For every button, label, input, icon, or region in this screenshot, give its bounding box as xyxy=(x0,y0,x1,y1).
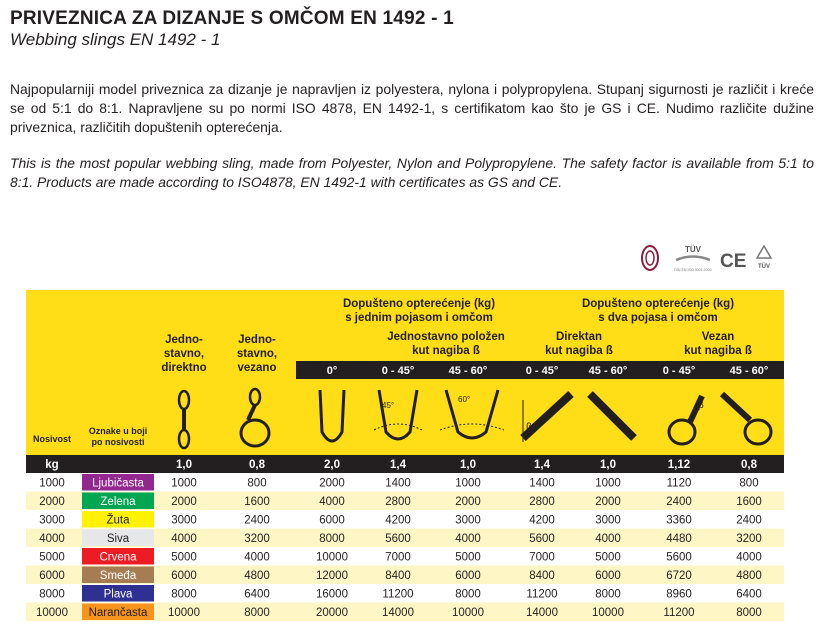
capacity-cell: 2000 xyxy=(39,496,65,508)
factor-cell: 1,4 xyxy=(390,459,406,471)
capacity-cell: 4000 xyxy=(39,533,65,545)
load-cell: 8000 xyxy=(595,588,621,601)
load-cell: 6000 xyxy=(455,570,481,582)
tuv-triangle-label: TÜV xyxy=(758,264,770,270)
beta-label: β xyxy=(698,400,704,411)
tuv-badge-icon xyxy=(674,245,711,272)
gs-seal-icon xyxy=(642,246,658,270)
angle-45-label: 45° xyxy=(382,401,395,410)
capacity-cell: 3000 xyxy=(39,514,65,527)
load-cell: 800 xyxy=(247,477,267,490)
tuv-triangle-icon xyxy=(757,246,771,270)
load-cell: 2000 xyxy=(319,477,345,490)
load-cell: 2400 xyxy=(244,514,270,527)
load-cell: 4000 xyxy=(171,533,197,545)
load-cell: 6400 xyxy=(244,588,270,601)
factor-cell: 0,8 xyxy=(249,459,265,471)
certification-logos xyxy=(640,242,780,274)
load-cell: 4000 xyxy=(595,533,621,545)
table-row xyxy=(26,547,784,566)
capacity-cell: 1000 xyxy=(39,477,65,490)
load-cell: 4200 xyxy=(385,514,411,527)
load-cell: 1000 xyxy=(595,477,621,490)
angle-label: 45 - 60° xyxy=(729,365,769,377)
load-cell: 5600 xyxy=(529,533,555,545)
page-subtitle: Webbing slings EN 1492 - 1 xyxy=(10,30,221,49)
load-cell: 5000 xyxy=(171,551,197,564)
load-cell: 2000 xyxy=(595,496,621,508)
load-cell: 5000 xyxy=(455,551,481,564)
load-cell: 4480 xyxy=(666,533,692,545)
load-cell: 8960 xyxy=(666,588,692,601)
color-name-cell: Smeđa xyxy=(99,570,137,582)
factor-cell: 1,0 xyxy=(176,459,192,471)
sub-direct-line1: Direktan xyxy=(555,331,603,343)
load-cell: 10000 xyxy=(168,607,200,619)
factor-cell: 1,12 xyxy=(667,459,691,471)
ce-mark-icon: CE xyxy=(720,251,747,272)
factor-cell: 1,0 xyxy=(460,459,476,471)
color-name-cell: Narančasta xyxy=(88,607,148,619)
load-cell: 4800 xyxy=(244,570,270,582)
description-croatian: Najpopularniji model priveznica za dizanje je napravljen iz polyestera, nylona i polypropylena. Stupanj sigurnosti je različit i kreće se od 5:1 do 8:1. Napravljene su po normi ISO 4878, EN 1492-1, s certifikatom kao što je GS i CE. Nudimo različite dužine priveznica, različitih dopuštenih opterećenja. xyxy=(10,81,814,135)
col-color-header-line2: po nosivosti xyxy=(91,437,145,447)
load-cell: 1000 xyxy=(171,477,197,490)
load-cell: 6400 xyxy=(736,588,762,601)
table-row xyxy=(26,529,784,548)
capacity-cell: 6000 xyxy=(39,570,65,582)
load-cell: 6000 xyxy=(595,570,621,582)
load-cell: 3360 xyxy=(666,514,692,527)
angle-label: 0 - 45° xyxy=(662,365,696,377)
capacity-cell: 10000 xyxy=(36,607,68,619)
load-cell: 8400 xyxy=(385,570,411,582)
load-cell: 12000 xyxy=(316,570,348,582)
factor-cell: 2,0 xyxy=(324,459,340,471)
table-row xyxy=(26,510,784,529)
beta-label: β xyxy=(526,422,532,433)
load-cell: 8000 xyxy=(171,588,197,601)
color-name-cell: Žuta xyxy=(106,514,130,527)
factor-cell: 0,8 xyxy=(741,459,757,471)
col-tied-line1: Jedno- xyxy=(238,334,276,346)
load-cell: 6000 xyxy=(319,514,345,527)
load-cell: 8000 xyxy=(455,588,481,601)
angle-60-label: 60° xyxy=(458,395,471,404)
load-cell: 16000 xyxy=(316,588,348,601)
load-cell: 11200 xyxy=(663,607,695,619)
table-row xyxy=(26,584,784,603)
factor-cell: 1,0 xyxy=(600,459,616,471)
col-direct-line2: stavno, xyxy=(163,348,205,360)
load-cell: 4000 xyxy=(736,551,762,564)
color-name-cell: Plava xyxy=(103,588,133,601)
load-cell: 6720 xyxy=(666,570,692,582)
col-direct-line3: direktno xyxy=(161,362,207,374)
angle-label: 45 - 60° xyxy=(588,365,628,377)
load-cell: 8000 xyxy=(244,607,270,619)
load-cell: 10000 xyxy=(452,607,484,619)
angle-label: 45 - 60° xyxy=(448,365,488,377)
load-cell: 3000 xyxy=(455,514,481,527)
load-cell: 8000 xyxy=(736,607,762,619)
load-cell: 2800 xyxy=(529,496,555,508)
color-name-cell: Ljubičasta xyxy=(92,477,144,490)
load-cell: 1400 xyxy=(529,477,555,490)
capacity-cell: 8000 xyxy=(39,588,65,601)
sub-laid-line1: Jednostavno položen xyxy=(387,331,505,343)
load-cell: 3000 xyxy=(595,514,621,527)
angle-label: 0 - 45° xyxy=(381,365,415,377)
load-cell: 14000 xyxy=(382,607,414,619)
table-row xyxy=(26,566,784,585)
table-row xyxy=(26,492,784,511)
load-cell: 5600 xyxy=(666,551,692,564)
load-cell: 4000 xyxy=(319,496,345,508)
load-cell: 2000 xyxy=(171,496,197,508)
table-row xyxy=(26,473,784,492)
col-tied-line2: stavno, xyxy=(236,348,278,360)
capacity-table xyxy=(26,290,784,621)
load-cell: 10000 xyxy=(316,551,348,564)
col-capacity-header: Nosivost xyxy=(32,434,72,444)
load-cell: 3200 xyxy=(244,533,270,545)
load-cell: 14000 xyxy=(526,607,558,619)
color-name-cell: Siva xyxy=(106,533,130,545)
group-double-line1: Dopušteno opterećenje (kg) xyxy=(581,298,735,310)
load-cell: 2800 xyxy=(385,496,411,508)
data-rows xyxy=(26,473,784,621)
load-cell: 2000 xyxy=(455,496,481,508)
load-cell: 4000 xyxy=(455,533,481,545)
load-cell: 11200 xyxy=(526,588,558,601)
load-cell: 1600 xyxy=(244,496,270,508)
load-cell: 2400 xyxy=(666,496,692,508)
load-cell: 4200 xyxy=(529,514,555,527)
load-cell: 7000 xyxy=(385,551,411,564)
tuv-badge-label: TÜV xyxy=(685,245,701,254)
col-tied-line3: vezano xyxy=(237,362,277,374)
load-cell: 6000 xyxy=(171,570,197,582)
load-cell: 4800 xyxy=(736,570,762,582)
load-cell: 4000 xyxy=(244,551,270,564)
col-direct-line1: Jedno- xyxy=(165,334,203,346)
group-single-line1: Dopušteno opterećenje (kg) xyxy=(342,298,496,310)
load-cell: 10000 xyxy=(592,607,624,619)
load-cell: 3000 xyxy=(171,514,197,527)
sub-direct-line2: kut nagiba ß xyxy=(545,345,613,357)
table-row xyxy=(26,603,784,622)
sub-laid-line2: kut nagiba ß xyxy=(412,345,480,357)
sub-tied-line1: Vezan xyxy=(701,331,735,343)
load-cell: 1000 xyxy=(455,477,481,490)
group-double-line2: s dva pojasa i omčom xyxy=(598,312,718,324)
load-cell: 20000 xyxy=(316,607,348,619)
load-cell: 8000 xyxy=(319,533,345,545)
capacity-cell: 5000 xyxy=(39,551,65,564)
angle-label: 0 - 45° xyxy=(525,365,559,377)
page-title: PRIVEZNICA ZA DIZANJE S OMČOM EN 1492 - 1 xyxy=(10,8,454,29)
load-cell: 5600 xyxy=(385,533,411,545)
load-cell: 2400 xyxy=(736,514,762,527)
load-cell: 1120 xyxy=(666,477,692,490)
color-name-cell: Zelena xyxy=(100,496,136,508)
load-cell: 1400 xyxy=(385,477,411,490)
tuv-iso-note: DIN EN ISO 9001:2000 xyxy=(674,268,712,272)
load-cell: 11200 xyxy=(382,588,414,601)
col-color-header-line1: Oznake u boji xyxy=(88,426,148,436)
load-cell: 3200 xyxy=(736,533,762,545)
load-cell: 5000 xyxy=(595,551,621,564)
sub-tied-line2: kut nagiba ß xyxy=(684,345,752,357)
factor-cell: kg xyxy=(45,459,59,471)
load-cell: 8400 xyxy=(529,570,555,582)
group-single-line2: s jednim pojasom i omčom xyxy=(345,312,493,324)
load-cell: 7000 xyxy=(529,551,555,564)
angle-label: 0° xyxy=(326,365,338,377)
description-english: This is the most popular webbing sling, made from Polyester, Nylon and Polypropylene. The safety factor is available from 5:1 to 8:1. Products are made according to ISO4878, EN 1492-1 with certificates as GS and CE. xyxy=(10,155,814,190)
load-cell: 800 xyxy=(739,477,759,490)
factor-cell: 1,4 xyxy=(534,459,550,471)
load-cell: 1600 xyxy=(736,496,762,508)
color-name-cell: Crvena xyxy=(99,551,137,564)
